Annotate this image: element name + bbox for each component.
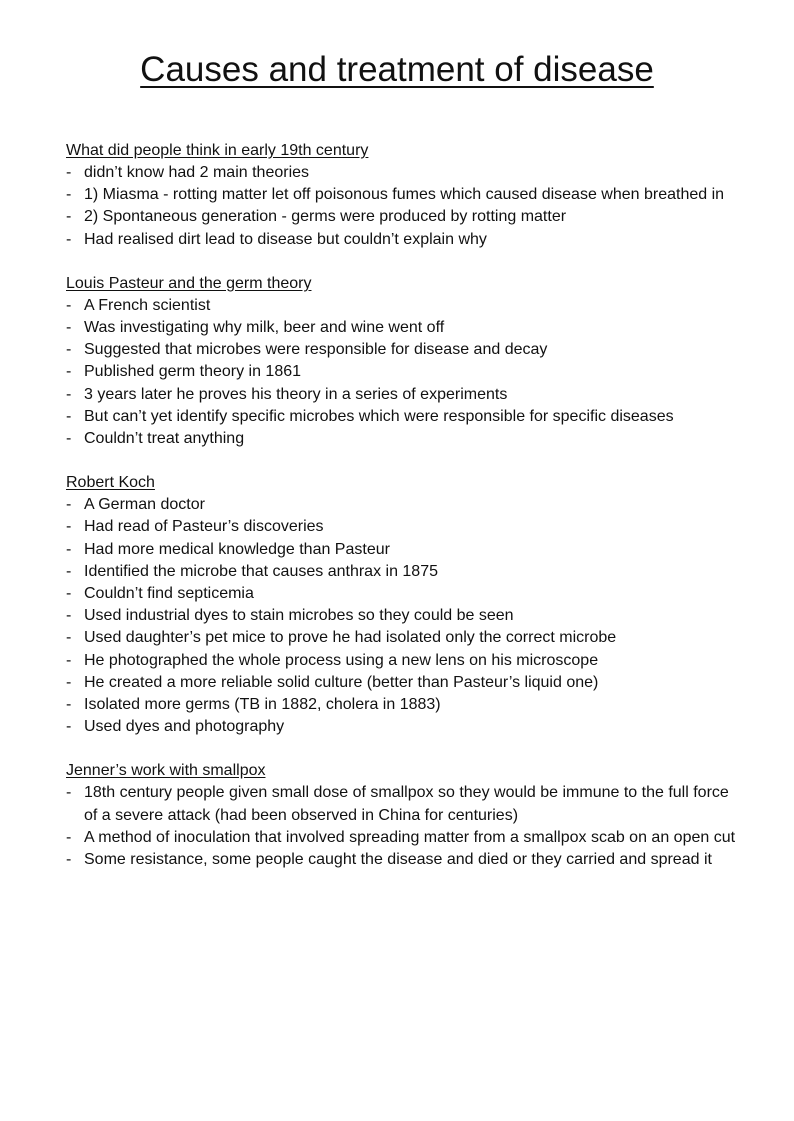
bullet-dash: - xyxy=(66,696,72,714)
list-item: - Couldn’t treat anything xyxy=(66,428,736,450)
bullet-dash: - xyxy=(66,607,72,625)
list-item: - Used dyes and photography xyxy=(66,716,736,738)
bullet-dash: - xyxy=(66,673,72,691)
page-title: Causes and treatment of disease xyxy=(140,50,654,89)
list-item: - Had realised dirt lead to disease but couldn’t explain why xyxy=(66,229,736,251)
bullet-dash: - xyxy=(66,319,72,337)
bullet-dash: - xyxy=(66,629,72,647)
list-item: - Identified the microbe that causes anthrax in 1875 xyxy=(66,561,736,583)
list-item: - He photographed the whole process using a new lens on his microscope xyxy=(66,650,736,672)
bullet-dash: - xyxy=(66,540,72,558)
list-item: - Suggested that microbes were responsible for disease and decay xyxy=(66,339,736,361)
section-heading: What did people think in early 19th century xyxy=(66,142,369,159)
bullet-dash: - xyxy=(66,164,72,181)
bullet-dash: - xyxy=(66,407,72,425)
list-item: - didn’t know had 2 main theories xyxy=(66,162,736,184)
bullet-list xyxy=(66,295,736,450)
list-item: - Used daughter’s pet mice to prove he had isolated only the correct microbe xyxy=(66,627,736,649)
bullet-dash: - xyxy=(66,651,72,669)
list-item: - 18th century people given small dose of smallpox so they would be immune to the full force of a severe attack (had been observed in China for centuries) xyxy=(66,784,729,824)
bullet-dash: - xyxy=(66,718,72,736)
list-item: - A French scientist xyxy=(66,295,736,317)
bullet-dash: - xyxy=(66,585,72,603)
section-louis-pasteur xyxy=(66,273,736,450)
bullet-dash: - xyxy=(66,186,72,204)
bullet-dash: - xyxy=(66,208,72,226)
list-item: - Published germ theory in 1861 xyxy=(66,361,736,383)
list-item: - But can’t yet identify specific microbes which were responsible for specific diseases xyxy=(66,406,736,428)
section-heading: Robert Koch xyxy=(66,474,155,492)
list-item: - Had read of Pasteur’s discoveries xyxy=(66,516,736,538)
bullet-list xyxy=(66,782,736,871)
list-item: - Couldn’t find septicemia xyxy=(66,583,736,605)
list-item: - 2) Spontaneous generation - germs were produced by rotting matter xyxy=(66,206,736,228)
bullet-dash: - xyxy=(66,851,72,869)
bullet-dash: - xyxy=(66,341,72,359)
bullet-dash: - xyxy=(66,296,72,314)
list-item: - He created a more reliable solid culture (better than Pasteur’s liquid one) xyxy=(66,672,736,694)
list-item: - Some resistance, some people caught the disease and died or they carried and spread it xyxy=(66,849,736,871)
list-item: - Was investigating why milk, beer and wine went off xyxy=(66,317,736,339)
list-item: - 1) Miasma - rotting matter let off poisonous fumes which caused disease when breathed in xyxy=(66,184,736,206)
list-item: - A method of inoculation that involved spreading matter from a smallpox scab on an open cut xyxy=(66,827,736,849)
bullet-dash: - xyxy=(66,784,72,802)
list-item: - Isolated more germs (TB in 1882, cholera in 1883) xyxy=(66,694,736,716)
section-robert-koch xyxy=(66,472,736,738)
list-item: - A German doctor xyxy=(66,494,736,516)
section-heading: Jenner’s work with smallpox xyxy=(66,762,266,780)
bullet-dash: - xyxy=(66,518,72,536)
list-item: - Had more medical knowledge than Pasteur xyxy=(66,539,736,561)
list-item: - 3 years later he proves his theory in a series of experiments xyxy=(66,384,736,406)
section-jenner-smallpox xyxy=(66,760,736,871)
section-heading: Louis Pasteur and the germ theory xyxy=(66,274,312,292)
bullet-dash: - xyxy=(66,496,72,514)
bullet-dash: - xyxy=(66,230,72,248)
bullet-dash: - xyxy=(66,828,72,846)
list-item: - Used industrial dyes to stain microbes so they could be seen xyxy=(66,605,736,627)
bullet-dash: - xyxy=(66,385,72,403)
bullet-list xyxy=(66,162,736,251)
bullet-dash: - xyxy=(66,562,72,580)
bullet-dash: - xyxy=(66,430,72,448)
bullet-dash: - xyxy=(66,363,72,381)
bullet-list xyxy=(66,494,736,738)
document-body xyxy=(66,140,736,893)
section-early-19th-century xyxy=(66,140,736,251)
